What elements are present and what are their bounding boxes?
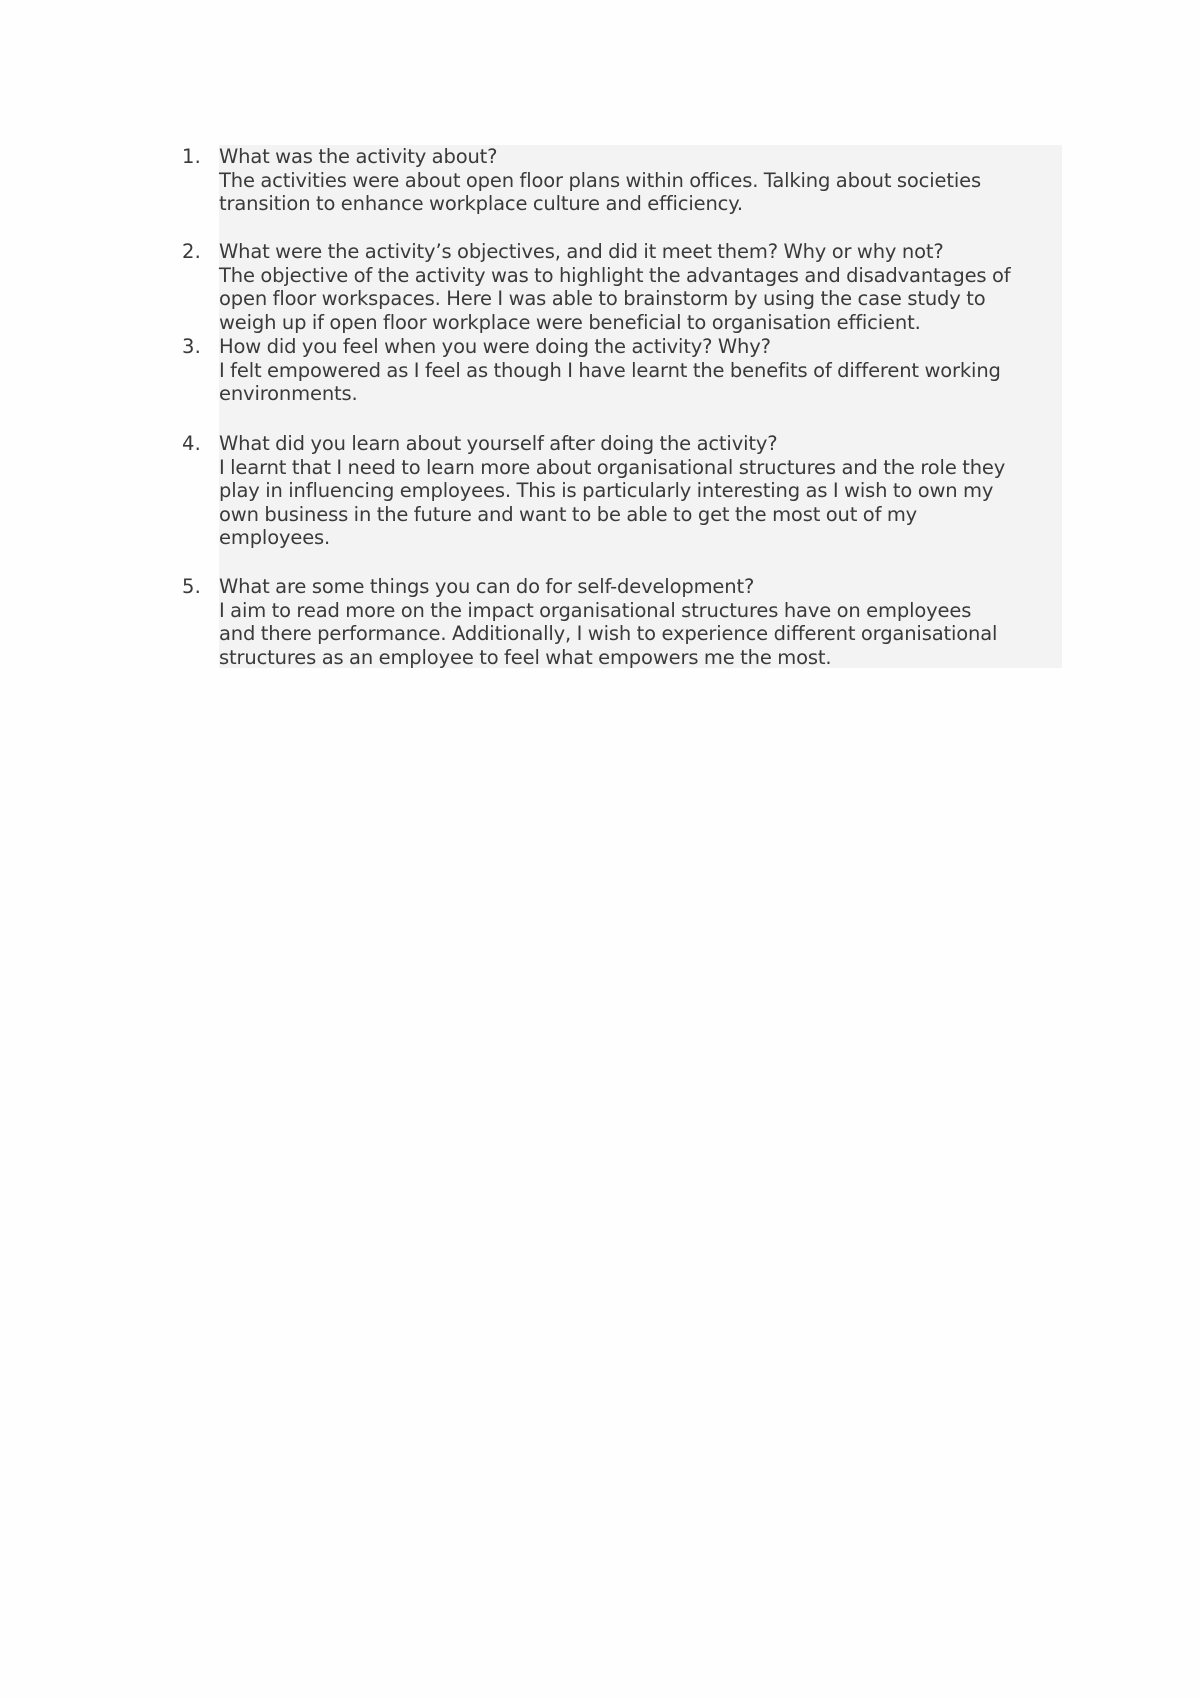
question-text: What did you learn about yourself after doing the activity? [219, 432, 778, 455]
answer-line: transition to enhance workplace culture and efficiency. [219, 192, 743, 215]
question-text: How did you feel when you were doing the activity? Why? [219, 335, 771, 358]
item-text [219, 240, 1069, 334]
item-number: 2. [182, 240, 202, 263]
answer-line: I felt empowered as I feel as though I have learnt the benefits of different working [219, 358, 1001, 382]
item-number: 3. [182, 335, 202, 358]
answer-line: weigh up if open floor workplace were beneficial to organisation efficient. [219, 310, 921, 334]
answer-line: I learnt that I need to learn more about organisational structures and the role they [219, 455, 1006, 479]
question-text: What are some things you can do for self-development? [219, 575, 755, 598]
answer-line: I aim to read more on the impact organisational structures have on employees [219, 598, 972, 622]
answer-line: structures as an employee to feel what empowers me the most. [219, 645, 832, 669]
answer-line: employees. [219, 526, 331, 549]
answer-line: The objective of the activity was to highlight the advantages and disadvantages of [219, 263, 1011, 287]
item-text [219, 145, 1069, 216]
question-text: What was the activity about? [219, 145, 498, 168]
answer-line: play in influencing employees. This is particularly interesting as I wish to own my [219, 479, 994, 502]
item-text [219, 575, 1069, 669]
item-text [219, 432, 1069, 550]
answer-line: open floor workspaces. Here I was able to brainstorm by using the case study to [219, 287, 986, 310]
question-text: What were the activity’s objectives, and did it meet them? Why or why not? [219, 240, 944, 263]
item-number: 1. [182, 145, 202, 168]
answer-line: and there performance. Additionally, I wish to experience different organisational [219, 622, 998, 645]
item-text [219, 335, 1069, 406]
answer-line: The activities were about open floor plans within offices. Talking about societies [219, 168, 981, 192]
item-number: 5. [182, 575, 202, 598]
answer-line: environments. [219, 382, 358, 405]
item-number: 4. [182, 432, 202, 455]
answer-line: own business in the future and want to be able to get the most out of my [219, 502, 918, 526]
